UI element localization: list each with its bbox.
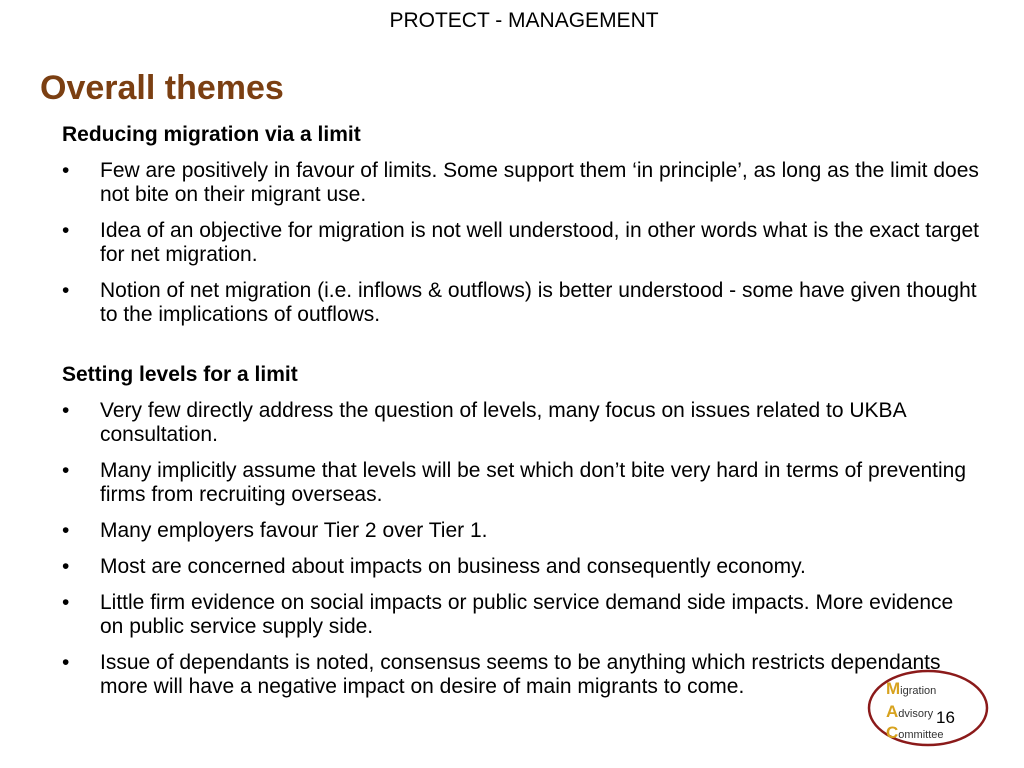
logo-line-committee	[886, 724, 944, 742]
slide-body	[62, 123, 980, 699]
mac-logo	[866, 668, 990, 748]
bullet-text: Many employers favour Tier 2 over Tier 1.	[100, 519, 488, 542]
bullet-list-limit	[62, 159, 980, 327]
bullet-list-levels	[62, 399, 980, 699]
section-heading-limit: Reducing migration via a limit	[62, 123, 361, 146]
bullet-item	[62, 555, 980, 579]
logo-word-migration: igration	[900, 685, 937, 697]
section-heading-levels: Setting levels for a limit	[62, 363, 298, 386]
bullet-text: Idea of an objective for migration is not well understood, in other words what is the exact target for net migration.	[100, 219, 979, 266]
logo-line-migration	[886, 680, 936, 698]
bullet-text: Very few directly address the question of levels, many focus on issues related to UKBA consultation.	[100, 399, 906, 446]
bullet-marker: •	[62, 591, 70, 614]
bullet-item	[62, 591, 980, 639]
slide-title: Overall themes	[40, 69, 284, 107]
bullet-item	[62, 159, 980, 207]
bullet-text: Many implicitly assume that levels will be set which don’t bite very hard in terms of preventing firms from recruiting overseas.	[100, 459, 967, 506]
bullet-marker: •	[62, 519, 70, 542]
bullet-item	[62, 399, 980, 447]
bullet-marker: •	[62, 651, 70, 674]
bullet-item	[62, 279, 980, 327]
classification-label: PROTECT - MANAGEMENT	[389, 9, 659, 32]
bullet-text: Most are concerned about impacts on business and consequently economy.	[100, 555, 806, 578]
bullet-text: Issue of dependants is noted, consensus seems to be anything which restricts dependants more will have a negative impact on desire of main migrants to come.	[100, 651, 941, 698]
logo-initial-m: M	[886, 679, 901, 698]
bullet-item	[62, 219, 980, 267]
logo-word-committee: ommittee	[898, 729, 944, 741]
logo-word-advisory: dvisory	[898, 708, 934, 720]
bullet-item	[62, 519, 980, 543]
bullet-marker: •	[62, 219, 70, 242]
bullet-text: Few are positively in favour of limits. Some support them ‘in principle’, as long as the limit does not bite on their migrant use.	[100, 159, 979, 206]
logo-initial-a: A	[886, 702, 899, 721]
bullet-marker: •	[62, 459, 70, 482]
bullet-text: Little firm evidence on social impacts or public service demand side impacts. More evidence on public service supply side.	[100, 591, 954, 638]
logo-line-advisory	[886, 703, 933, 721]
bullet-item	[62, 459, 980, 507]
bullet-marker: •	[62, 279, 70, 302]
logo-initial-c: C	[886, 723, 899, 742]
bullet-text: Notion of net migration (i.e. inflows & outflows) is better understood - some have given thought to the implications of outflows.	[100, 279, 977, 326]
bullet-marker: •	[62, 159, 70, 182]
bullet-marker: •	[62, 399, 70, 422]
page-number: 16	[936, 708, 955, 727]
bullet-marker: •	[62, 555, 70, 578]
bullet-item	[62, 651, 980, 699]
